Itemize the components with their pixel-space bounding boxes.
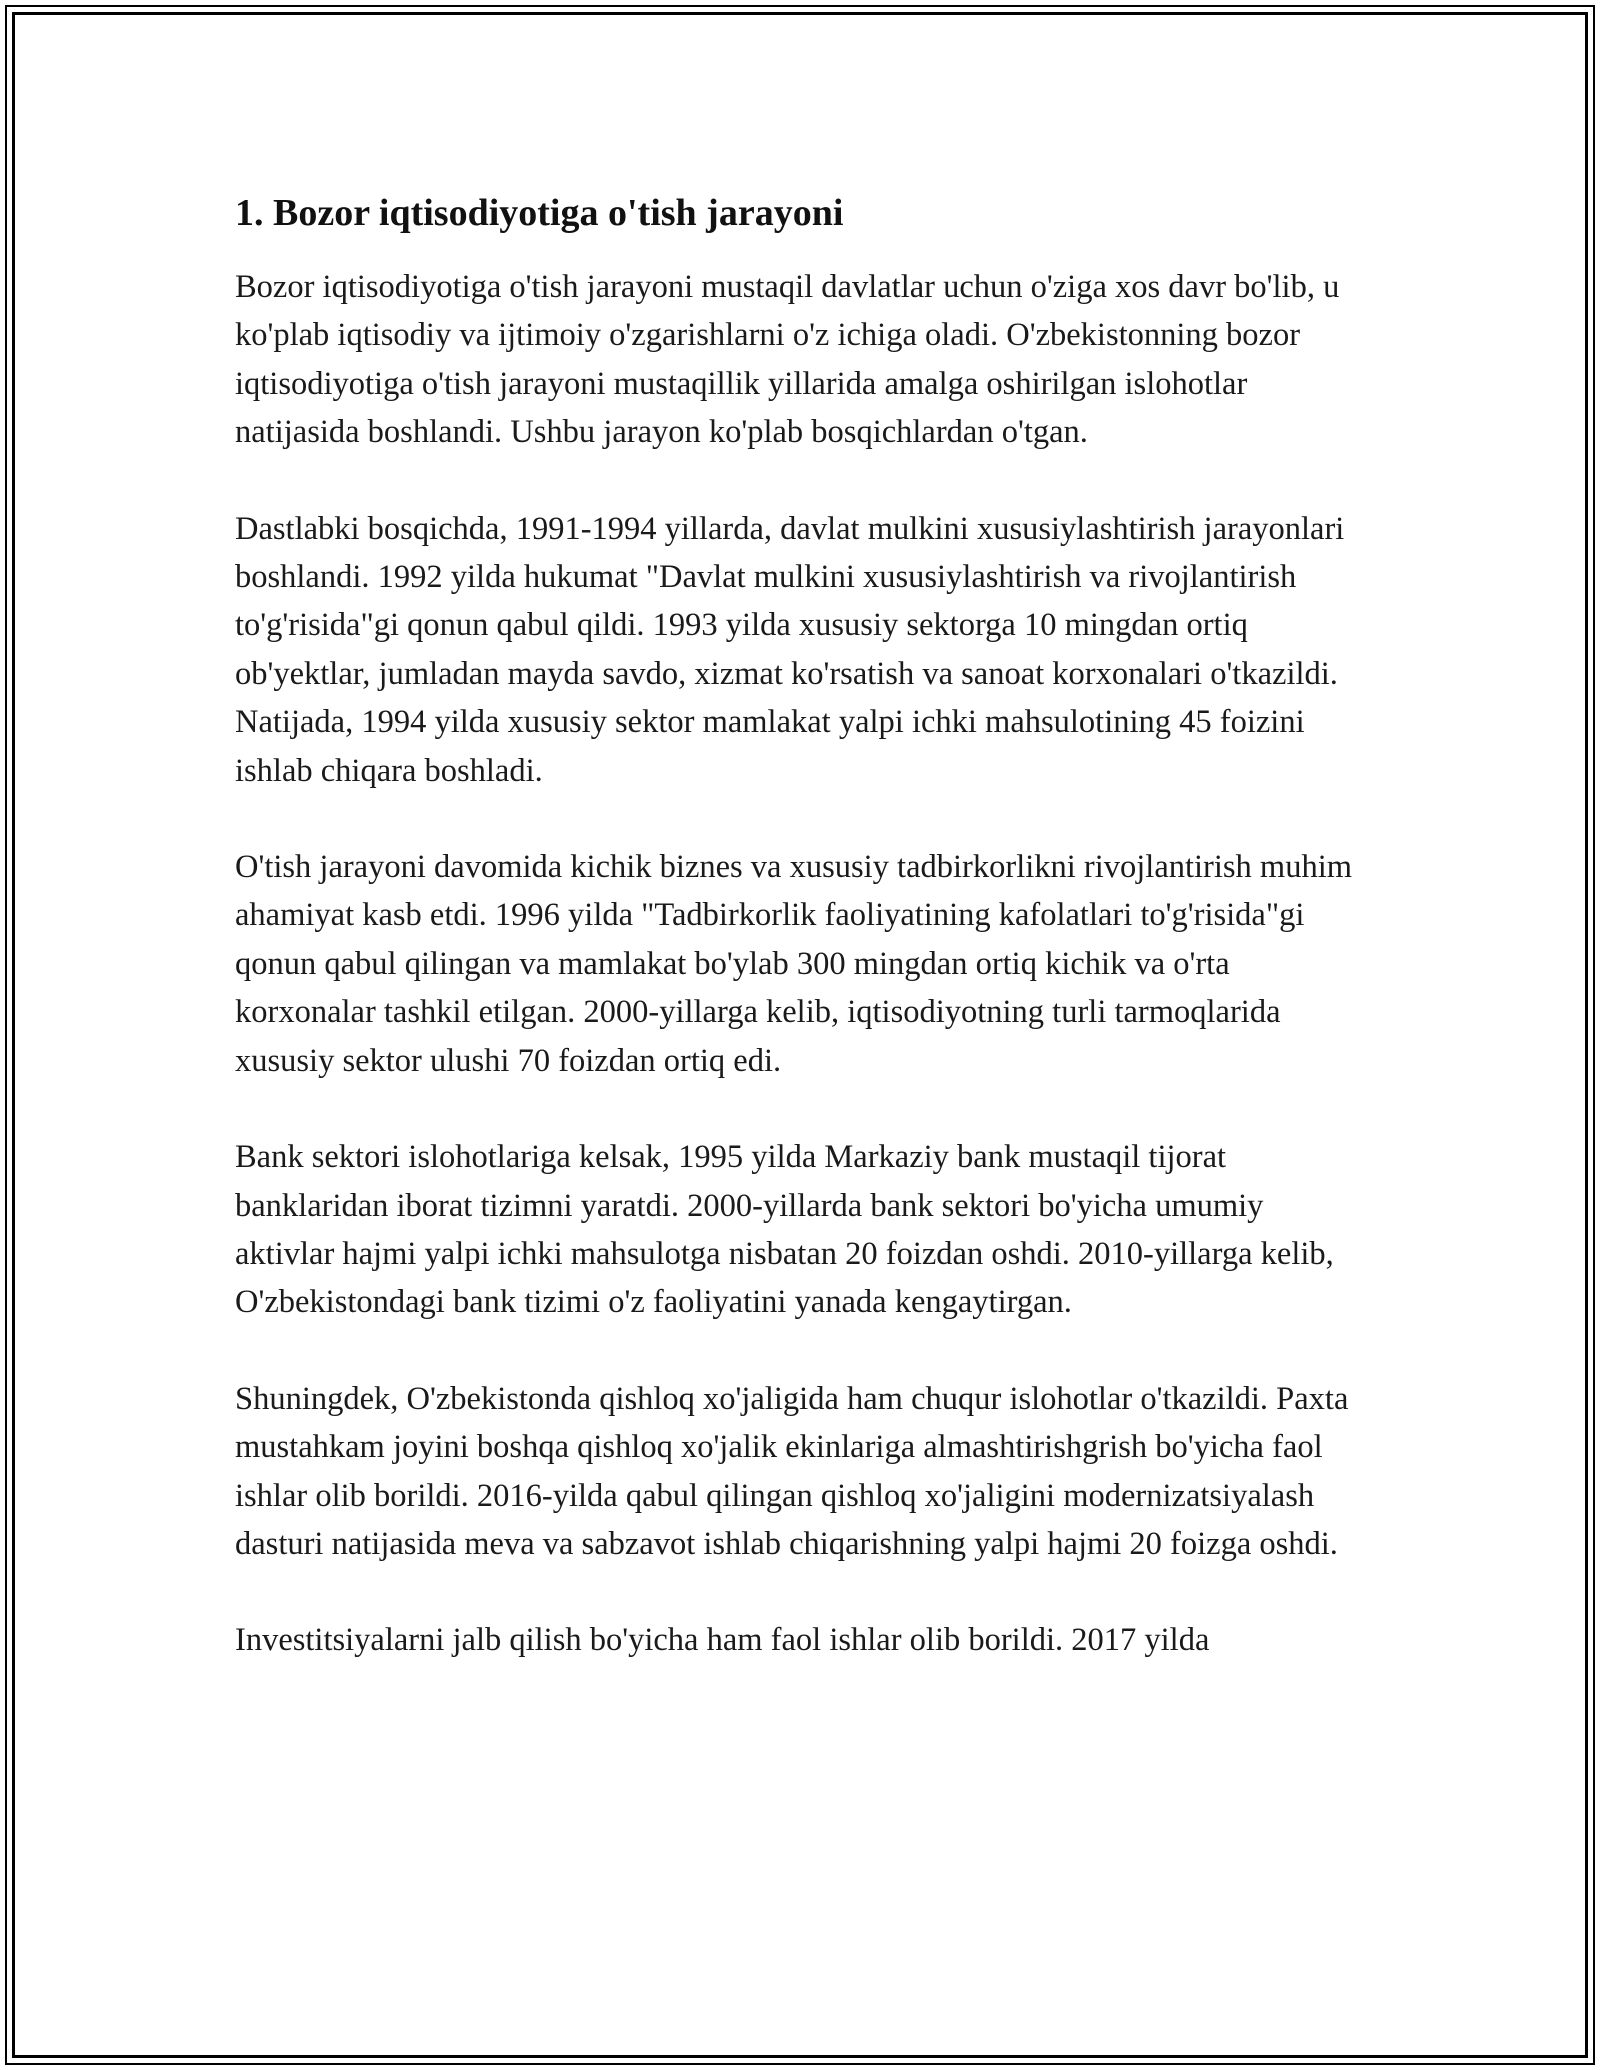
paragraph-privatization: Dastlabki bosqichda, 1991-1994 yillarda, davlat mulkini xususiylashtirish jarayonlari boshlandi. 1992 yilda hukumat "Davlat mulkini xususiylashtirish va rivojlantirish to'g'risida"gi qonun qabul qildi. 1993 yilda xususiy sektorga 10 mingdan ortiq ob'yektlar, jumladan mayda savdo, xizmat ko'rsatish va sanoat korxonalari o'tkazildi. Natijada, 1994 yilda xususiy sektor mamlakat yalpi ichki mahsulotining 45 foizini ishlab chiqara boshladi. — [235, 510, 1345, 789]
document-body — [235, 185, 1365, 1713]
section-heading: 1. Bozor iqtisodiyotiga o'tish jarayoni — [235, 192, 844, 234]
paragraph-agriculture: Shuningdek, O'zbekistonda qishloq xo'jaligida ham chuqur islohotlar o'tkazildi. Paxta mustahkam joyini boshqa qishloq xo'jalik ekinlariga almashtirishgrish bo'yicha faol ishlar olib borildi. 2016-yilda qabul qilingan qishloq xo'jaligini modernizatsiyalash dasturi natijasida meva va sabzavot ishlab chiqarishning yalpi hajmi 20 foizga oshdi. — [235, 1380, 1349, 1562]
paragraph-investment: Investitsiyalarni jalb qilish bo'yicha ham faol ishlar olib borildi. 2017 yilda — [235, 1622, 1210, 1659]
paragraph-small-business: O'tish jarayoni davomida kichik biznes va xususiy tadbirkorlikni rivojlantirish muhim ahamiyat kasb etdi. 1996 yilda "Tadbirkorlik faoliyatining kafolatlari to'g'risida"gi qonun qabul qilingan va mamlakat bo'ylab 300 mingdan ortiq kichik va o'rta korxonalar tashkil etilgan. 2000-yillarga kelib, iqtisodiyotning turli tarmoqlarida xususiy sektor ulushi 70 foizdan ortiq edi. — [235, 849, 1353, 1079]
paragraph-intro: Bozor iqtisodiyotiga o'tish jarayoni mustaqil davlatlar uchun o'ziga xos davr bo'lib, u ko'plab iqtisodiy va ijtimoiy o'zgarishlarni o'z ichiga oladi. O'zbekistonning bozor iqtisodiyotiga o'tish jarayoni mustaqillik yillarida amalga oshirilgan islohotlar natijasida boshlandi. Ushbu jarayon ko'plab bosqichlardan o'tgan. — [235, 269, 1340, 451]
paragraph-banking: Bank sektori islohotlariga kelsak, 1995 yilda Markaziy bank mustaqil tijorat banklaridan iborat tizimni yaratdi. 2000-yillarda bank sektori bo'yicha umumiy aktivlar hajmi yalpi ichki mahsulotga nisbatan 20 foizdan oshdi. 2010-yillarga kelib, O'zbekistondagi bank tizimi o'z faoliyatini yanada kengaytirgan. — [235, 1139, 1334, 1321]
